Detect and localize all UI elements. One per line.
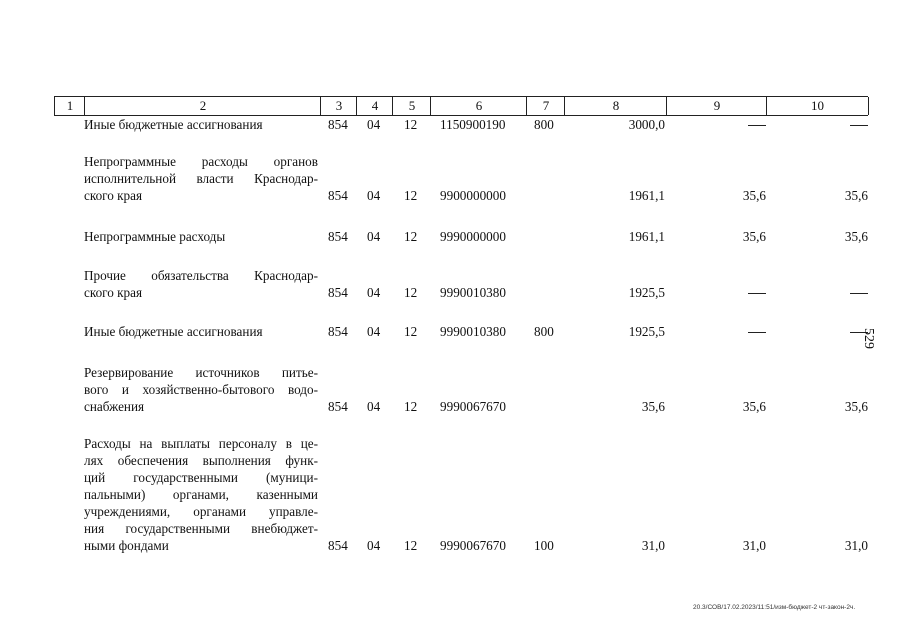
footer-stamp: 20.3/СОВ/17.02.2023/11:51/изм-бюджет-2 чт-закон-2ч. [693,604,856,611]
header-col-6: 6 [430,97,527,115]
column-number-header [54,96,868,116]
subsection-code: 12 [404,399,418,414]
description-line: ского края [84,285,143,300]
amount-2023: 3000,0 [628,117,665,132]
row-description [84,435,318,554]
header-col-8: 8 [564,97,667,115]
amount-2023: 1961,1 [628,188,665,203]
amount-2025: 35,6 [844,229,868,244]
description-line: вого и хозяйственно-бытового водо- [84,382,318,397]
target-article-code: 9990000000 [440,229,506,244]
expense-type-code: 100 [534,538,554,553]
ministry-code: 854 [328,324,348,339]
description-line: ными фондами [84,538,169,553]
description-line: ского края [84,188,143,203]
row-description [84,323,318,340]
target-article-code: 9990010380 [440,324,506,339]
amount-2025: 35,6 [844,188,868,203]
target-article-code: 1150900190 [440,117,506,132]
section-code: 04 [367,229,381,244]
amount-2023: 1925,5 [628,285,665,300]
dash-mark [850,125,868,126]
description-line: Иные бюджетные ассигнования [84,324,263,339]
subsection-code: 12 [404,229,418,244]
subsection-code: 12 [404,117,418,132]
subsection-code: 12 [404,538,418,553]
header-col-7: 7 [526,97,565,115]
ministry-code: 854 [328,538,348,553]
section-code: 04 [367,285,381,300]
description-line: Расходы на выплаты персоналу в це- [84,436,318,451]
ministry-code: 854 [328,188,348,203]
description-line: Резервирование источников питье- [84,365,318,380]
section-code: 04 [367,399,381,414]
header-col-9: 9 [666,97,767,115]
description-line: Прочие обязательства Краснодар- [84,268,318,283]
amount-2024: 35,6 [742,188,766,203]
amount-2025: 31,0 [844,538,868,553]
description-line: учреждениями, органами управле- [84,504,318,519]
header-col-1: 1 [54,97,85,115]
section-code: 04 [367,324,381,339]
header-col-5: 5 [392,97,431,115]
target-article-code: 9990010380 [440,285,506,300]
amount-2025 [850,116,868,133]
description-line: лях обеспечения выполнения функ- [84,453,318,468]
amount-2024 [748,284,766,301]
subsection-code: 12 [404,324,418,339]
amount-2024 [748,323,766,340]
expense-type-code: 800 [534,117,554,132]
subsection-code: 12 [404,188,418,203]
ministry-code: 854 [328,285,348,300]
page-number: 529 [861,328,876,349]
amount-2023: 1925,5 [628,324,665,339]
amount-2023: 1961,1 [628,229,665,244]
row-description [84,267,318,301]
dash-mark [748,293,766,294]
target-article-code: 9990067670 [440,399,506,414]
section-code: 04 [367,538,381,553]
amount-2024 [748,116,766,133]
dash-mark [748,332,766,333]
amount-2025: 35,6 [844,399,868,414]
header-col-3: 3 [320,97,357,115]
subsection-code: 12 [404,285,418,300]
ministry-code: 854 [328,229,348,244]
description-line: Непрограммные расходы органов [84,154,318,169]
description-line: Непрограммные расходы [84,229,226,244]
description-line: пальными) органами, казенными [84,487,318,502]
ministry-code: 854 [328,399,348,414]
row-description [84,153,318,204]
section-code: 04 [367,188,381,203]
dash-mark [850,293,868,294]
row-description [84,116,318,133]
description-line: ций государственными (муници- [84,470,318,485]
amount-2024: 35,6 [742,399,766,414]
section-code: 04 [367,117,381,132]
header-col-4: 4 [356,97,393,115]
row-description [84,228,318,245]
description-line: снабжения [84,399,145,414]
header-col-10: 10 [766,97,869,115]
header-col-2: 2 [84,97,321,115]
amount-2024: 35,6 [742,229,766,244]
target-article-code: 9990067670 [440,538,506,553]
ministry-code: 854 [328,117,348,132]
amount-2023: 35,6 [641,399,665,414]
row-description [84,364,318,415]
dash-mark [748,125,766,126]
description-line: ния государственными внебюджет- [84,521,318,536]
description-line: исполнительной власти Краснодар- [84,171,318,186]
description-line: Иные бюджетные ассигнования [84,117,263,132]
target-article-code: 9900000000 [440,188,506,203]
amount-2024: 31,0 [742,538,766,553]
amount-2023: 31,0 [641,538,665,553]
expense-type-code: 800 [534,324,554,339]
amount-2025 [850,284,868,301]
